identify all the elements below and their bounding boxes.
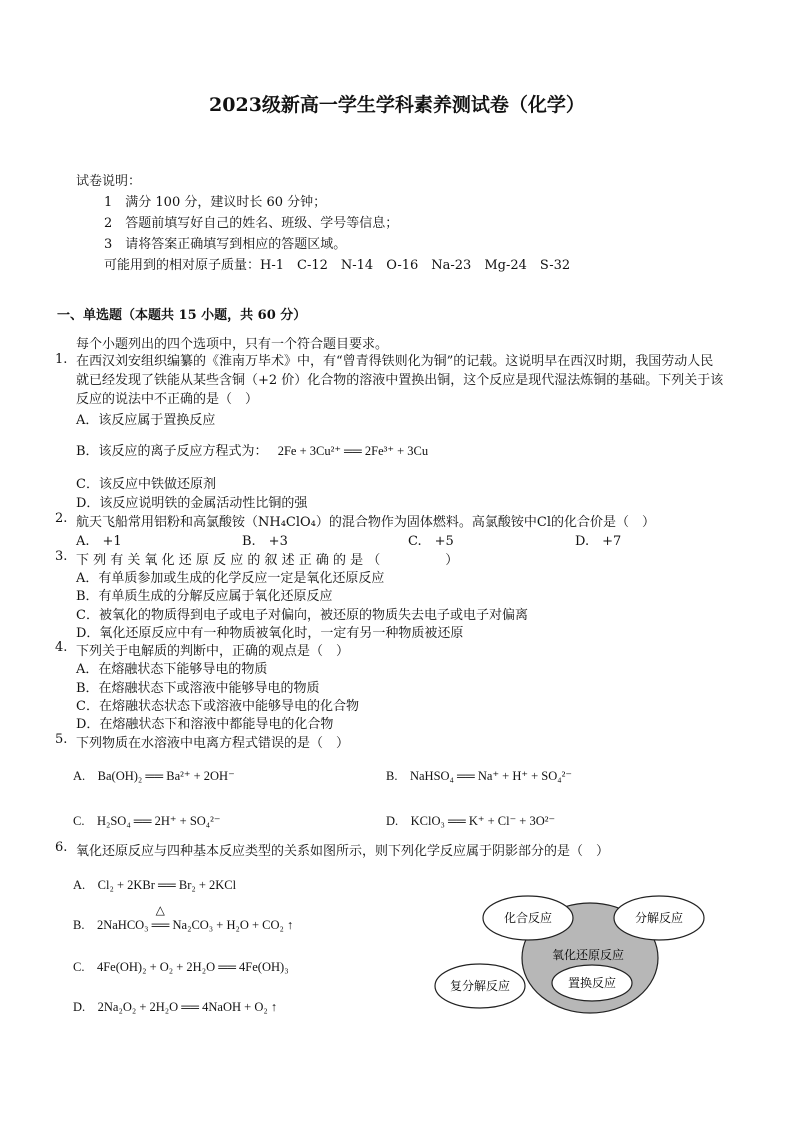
instruction-item-1: 1 满分 100 分，建议时长 60 分钟； bbox=[104, 195, 327, 210]
q1-option-b-formula: 2Fe + 3Cu²⁺ ══ 2Fe³⁺ + 3Cu bbox=[277, 444, 429, 458]
q6-option-b-prefix: B. 2NaHCO₃ bbox=[73, 918, 152, 932]
q5-stem: 下列物质在水溶液中电离方程式错误的是（ ） bbox=[76, 736, 350, 751]
q4-option-d: D．在熔融状态下和溶液中都能导电的化合物 bbox=[76, 717, 334, 732]
q6-number: 6. bbox=[55, 840, 68, 855]
q2-option-a: A. +1 bbox=[76, 534, 122, 549]
q6-option-d: D. 2Na₂O₂ + 2H₂O ══ 4NaOH + O₂ ↑ bbox=[73, 1000, 278, 1014]
q3-number: 3. bbox=[55, 549, 68, 564]
instruction-item-3: 3 请将答案正确填写到相应的答题区域。 bbox=[104, 237, 347, 252]
q5-option-d: D. KClO₃ ══ K⁺ + Cl⁻ + 3O²⁻ bbox=[386, 814, 556, 828]
page-title: 2023级新高一学生学科素养测试卷（化学） bbox=[209, 94, 585, 116]
displacement-label: 置换反应 bbox=[567, 976, 617, 990]
q6-option-b bbox=[73, 903, 294, 933]
heat-symbol: △ bbox=[155, 903, 165, 917]
q1-stem: 在西汉刘安组织编纂的《淮南万毕术》中，有“曾青得铁则化为铜”的记载。这说明早在西汉时期，我国劳动人民就已经发现了铁能从某些含铜（+2 价）化合物的溶液中置换出铜，这个反应是现代湿法炼铜的基础。下列关于该反应的说法中不正确的是（ ） bbox=[76, 354, 724, 407]
q4-stem: 下列关于电解质的判断中，正确的观点是（ ） bbox=[76, 644, 350, 659]
q4-option-c: C．在熔融状态状态下或溶液中能够导电的化合物 bbox=[76, 699, 359, 714]
q4-option-b: B．在熔融状态下或溶液中能够导电的物质 bbox=[76, 681, 320, 696]
q3-option-b: B．有单质生成的分解反应属于氧化还原反应 bbox=[76, 589, 333, 604]
q1-option-b-text: B．该反应的离子反应方程式为： bbox=[76, 444, 268, 459]
q6-option-c: C. 4Fe(OH)₂ + O₂ + 2H₂O ══ 4Fe(OH)₃ bbox=[73, 960, 289, 974]
section-1-heading: 一、单选题（本题共 15 小题，共 60 分） bbox=[57, 308, 307, 323]
q4-number: 4. bbox=[55, 640, 68, 655]
q6-option-b-suffix: ══ Na₂CO₃ + H₂O + CO₂ ↑ bbox=[151, 918, 294, 932]
reaction-venn-diagram bbox=[430, 888, 710, 1018]
q3-option-c: C．被氧化的物质得到电子或电子对偏向，被还原的物质失去电子或电子对偏离 bbox=[76, 608, 528, 623]
q1-option-b bbox=[76, 440, 428, 459]
q2-option-c: C. +5 bbox=[408, 534, 454, 549]
q3-stem: 下 列 有 关 氧 化 还 原 反 应 的 叙 述 正 确 的 是 （ ） bbox=[76, 553, 459, 568]
combination-label: 化合反应 bbox=[503, 911, 553, 925]
q4-option-a: A．在熔融状态下能够导电的物质 bbox=[76, 662, 268, 677]
q1-option-d: D．该反应说明铁的金属活动性比铜的强 bbox=[76, 496, 308, 511]
q5-option-b: B. NaHSO₄ ══ Na⁺ + H⁺ + SO₄²⁻ bbox=[386, 769, 572, 783]
q6-option-a: A. Cl₂ + 2KBr ══ Br₂ + 2KCl bbox=[73, 878, 237, 892]
q2-number: 2. bbox=[55, 511, 68, 526]
q1-option-c: C．该反应中铁做还原剂 bbox=[76, 477, 216, 492]
decomposition-label: 分解反应 bbox=[634, 911, 684, 925]
q2-option-b: B. +3 bbox=[242, 534, 288, 549]
q2-option-d: D. +7 bbox=[575, 534, 622, 549]
redox-label: 氧化还原反应 bbox=[551, 948, 625, 962]
q5-option-a: A. Ba(OH)₂ ══ Ba²⁺ + 2OH⁻ bbox=[73, 769, 235, 783]
q2-stem: 航天飞船常用铝粉和高氯酸铵（NH₄ClO₄）的混合物作为固体燃料。高氯酸铵中Cl的化合价是（ ） bbox=[76, 515, 656, 530]
section-1-intro: 每个小题列出的四个选项中，只有一个符合题目要求。 bbox=[76, 337, 389, 352]
q1-number: 1. bbox=[55, 352, 68, 367]
q3-option-d: D．氧化还原反应中有一种物质被氧化时，一定有另一种物质被还原 bbox=[76, 626, 464, 641]
q5-number: 5. bbox=[55, 732, 68, 747]
q1-option-a: A．该反应属于置换反应 bbox=[76, 413, 216, 428]
atomic-masses: 可能用到的相对原子质量：H-1 C-12 N-14 O-16 Na-23 Mg-24 S-32 bbox=[104, 258, 571, 273]
q3-option-a: A．有单质参加或生成的化学反应一定是氧化还原反应 bbox=[76, 571, 385, 586]
q5-option-c: C. H₂SO₄ ══ 2H⁺ + SO₄²⁻ bbox=[73, 814, 221, 828]
double-decomposition-label: 复分解反应 bbox=[449, 979, 511, 993]
instruction-item-2: 2 答题前填写好自己的姓名、班级、学号等信息； bbox=[104, 216, 399, 231]
instructions-heading: 试卷说明： bbox=[76, 174, 142, 189]
q6-stem: 氧化还原反应与四种基本反应类型的关系如图所示，则下列化学反应属于阴影部分的是（ ） bbox=[76, 844, 610, 859]
